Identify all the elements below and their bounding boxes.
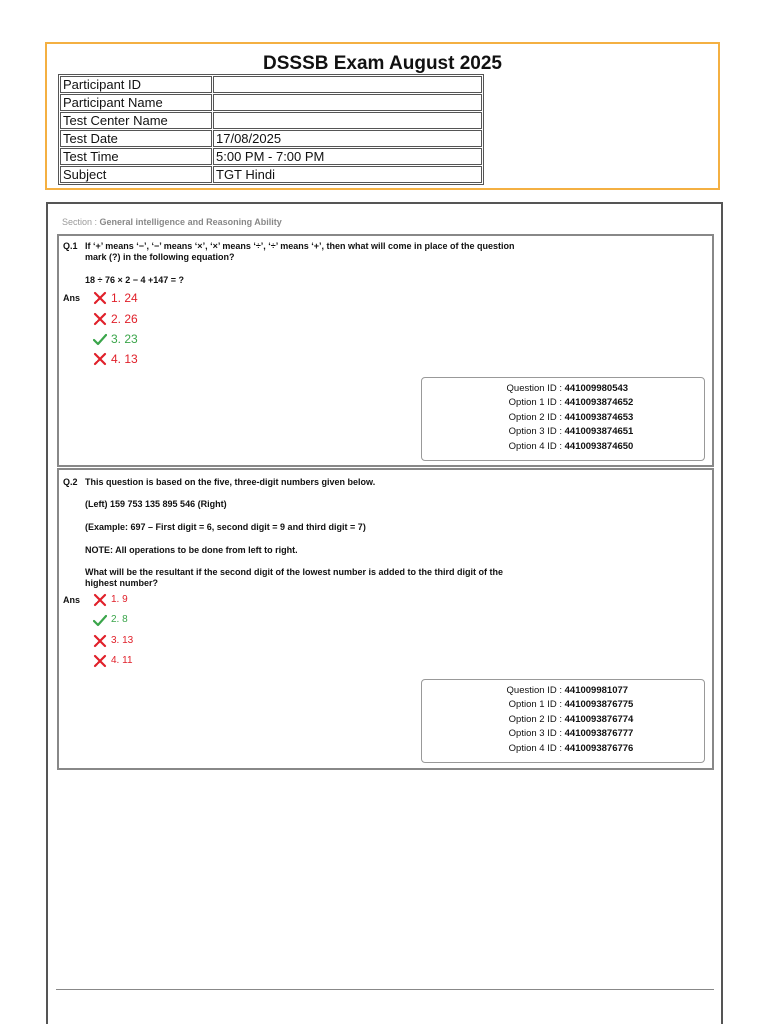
option-3	[93, 331, 138, 345]
question-id-box	[421, 377, 705, 461]
id-key: Option 3 ID :	[508, 728, 562, 739]
id-value: 4410093874650	[564, 441, 634, 452]
answer-label: Ans	[63, 293, 81, 303]
option-label: 2. 8	[111, 614, 128, 625]
option-label: 2. 26	[111, 311, 138, 326]
cross-icon	[93, 654, 109, 668]
test-center-label: Test Center Name	[60, 112, 212, 129]
id-value: 4410093876774	[564, 714, 634, 725]
cross-icon	[93, 291, 109, 305]
question-text: NOTE: All operations to be done from left to right.	[85, 545, 298, 555]
page-divider	[56, 989, 714, 990]
section-name: General intelligence and Reasoning Ability	[99, 217, 282, 227]
test-center-value	[213, 112, 482, 129]
id-value: 4410093876776	[564, 743, 634, 754]
id-value: 4410093876777	[564, 728, 634, 739]
participant-name-label: Participant Name	[60, 94, 212, 111]
question-text: (Example: 697 – First digit = 6, second digit = 9 and third digit = 7)	[85, 522, 366, 532]
question-text: If ‘+’ means ‘−’, ‘−’ means ‘×’, ‘×’ means ‘÷’, ‘÷’ means ‘+’, then what will come in place of the question mark (?) in the following equation?	[85, 241, 515, 262]
cross-icon	[93, 352, 109, 366]
option-1	[93, 593, 128, 607]
option-4	[93, 351, 138, 365]
table-row	[60, 76, 482, 93]
question-number: Q.1	[63, 241, 78, 251]
question-text: What will be the resultant if the second digit of the lowest number is added to the third digit of the highest number?	[85, 567, 504, 588]
option-3-id-row	[422, 425, 642, 439]
option-label: 4. 11	[111, 655, 133, 666]
checkmark-icon	[93, 332, 109, 346]
id-value: 441009981077	[564, 685, 629, 696]
table-row	[60, 94, 482, 111]
id-key: Option 1 ID :	[508, 397, 562, 408]
test-time-value: 5:00 PM - 7:00 PM	[213, 148, 482, 165]
question-panel	[46, 202, 723, 1024]
question-equation: 18 ÷ 76 × 2 − 4 +147 = ?	[85, 275, 185, 285]
id-key: Option 4 ID :	[508, 743, 562, 754]
id-key: Option 2 ID :	[508, 412, 562, 423]
question-id-row	[422, 382, 642, 396]
option-4-id-row	[422, 440, 642, 454]
option-2	[93, 311, 138, 325]
cross-icon	[93, 593, 109, 607]
section-title	[62, 217, 282, 227]
id-key: Question ID :	[506, 383, 562, 394]
question-number: Q.2	[63, 477, 78, 487]
test-date-label: Test Date	[60, 130, 212, 147]
question-text: This question is based on the five, three-digit numbers given below.	[85, 477, 376, 487]
option-label: 3. 13	[111, 635, 134, 646]
id-value: 4410093874651	[564, 426, 634, 437]
question-id-box	[421, 679, 705, 763]
table-row	[60, 166, 482, 183]
option-2	[93, 613, 128, 627]
id-key: Option 3 ID :	[508, 426, 562, 437]
option-label: 1. 9	[111, 594, 128, 605]
option-label: 4. 13	[111, 351, 138, 366]
option-1-id-row	[422, 396, 642, 410]
option-label: 1. 24	[111, 290, 138, 305]
option-3	[93, 634, 133, 648]
answer-label: Ans	[63, 595, 81, 605]
participant-id-value	[213, 76, 482, 93]
id-key: Option 1 ID :	[508, 699, 562, 710]
option-2-id-row	[422, 411, 642, 425]
id-key: Question ID :	[506, 685, 562, 696]
cross-icon	[93, 634, 109, 648]
cross-icon	[93, 312, 109, 326]
participant-id-label: Participant ID	[60, 76, 212, 93]
id-key: Option 2 ID :	[508, 714, 562, 725]
id-value: 4410093874653	[564, 412, 634, 423]
id-key: Option 4 ID :	[508, 441, 562, 452]
id-value: 4410093876775	[564, 699, 634, 710]
option-1	[93, 290, 138, 304]
test-time-label: Test Time	[60, 148, 212, 165]
participant-name-value	[213, 94, 482, 111]
exam-header	[45, 42, 720, 190]
subject-value: TGT Hindi	[213, 166, 482, 183]
question-text: (Left) 159 753 135 895 546 (Right)	[85, 499, 227, 509]
subject-label: Subject	[60, 166, 212, 183]
test-date-value: 17/08/2025	[213, 130, 482, 147]
exam-title: DSSSB Exam August 2025	[263, 53, 502, 74]
participant-info-table	[58, 74, 484, 185]
option-4-id-row	[422, 742, 642, 756]
id-value: 441009980543	[564, 383, 629, 394]
id-value: 4410093874652	[564, 397, 634, 408]
table-row	[60, 130, 482, 147]
question-2	[57, 468, 714, 770]
question-1	[57, 234, 714, 467]
question-id-row	[422, 684, 642, 698]
table-row	[60, 148, 482, 165]
table-row	[60, 112, 482, 129]
checkmark-icon	[93, 613, 109, 627]
option-3-id-row	[422, 727, 642, 741]
option-1-id-row	[422, 698, 642, 712]
section-prefix: Section :	[62, 217, 100, 227]
option-label: 3. 23	[111, 331, 138, 346]
option-4	[93, 654, 133, 668]
option-2-id-row	[422, 713, 642, 727]
